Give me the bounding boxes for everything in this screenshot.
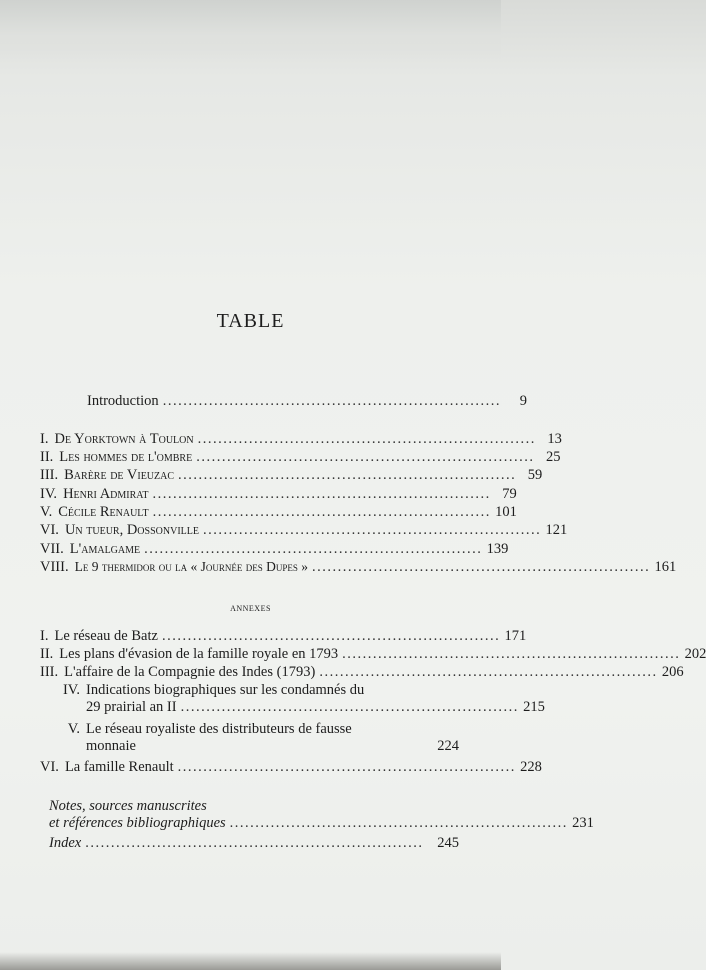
toc-entry-index (49, 834, 459, 852)
toc-label: Introduction (87, 393, 159, 409)
toc-page-number: 171 (504, 628, 527, 644)
toc-page-number: 101 (495, 504, 517, 520)
toc-number: III. (40, 664, 59, 680)
leader-dots: .................................................................. (229, 815, 568, 831)
toc-entry-chapter (40, 485, 517, 503)
toc-page-number: 161 (654, 559, 677, 575)
toc-page-number: 245 (437, 835, 459, 851)
toc-label: Les plans d'évasion de la famille royale en 1793 (59, 646, 339, 662)
toc-label-line2: monnaie (86, 738, 136, 754)
toc-number: II. (40, 646, 54, 662)
toc-page-number: 59 (527, 467, 543, 483)
toc-page-number: 231 (572, 815, 594, 831)
leader-dots: .................................................................. (161, 628, 501, 644)
toc-number: IV. (62, 682, 80, 698)
toc-number: V. (67, 721, 80, 737)
toc-entry-annex (40, 758, 542, 776)
annexes-heading: annexes (230, 600, 271, 614)
toc-page-number: 9 (519, 393, 527, 409)
toc-page-number: 25 (545, 449, 561, 465)
toc-entry-introduction (87, 392, 527, 410)
leader-dots: .................................................................. (196, 449, 535, 465)
page-bottom-shadow (0, 952, 501, 970)
toc-number: III. (40, 467, 59, 483)
toc-page-number: 79 (502, 486, 517, 502)
toc-label: La famille Renault (64, 759, 174, 775)
toc-entry-annex (40, 645, 706, 663)
toc-label-line2: 29 prairial an II (86, 699, 177, 715)
leader-dots: .................................................................. (144, 541, 483, 557)
toc-number: VII. (40, 541, 64, 557)
leader-dots: .................................................................. (178, 467, 517, 483)
toc-number: IV. (40, 486, 58, 502)
toc-entry-chapter (40, 466, 543, 484)
toc-page-number: 215 (523, 699, 545, 715)
toc-label: Barère de Vieuzac (64, 467, 175, 483)
leader-dots: .................................................................. (85, 835, 424, 851)
toc-entry-chapter (40, 430, 562, 448)
toc-label: Henri Admirat (63, 486, 149, 502)
toc-number: I. (40, 431, 49, 447)
toc-number: V. (40, 504, 53, 520)
leader-dots: .................................................................. (162, 393, 501, 409)
leader-dots: .................................................................. (152, 504, 491, 520)
toc-label: L'affaire de la Compagnie des Indes (1793) (64, 664, 316, 680)
toc-page-number: 224 (437, 738, 459, 754)
toc-entry-chapter (40, 448, 561, 466)
toc-label: De Yorktown à Toulon (54, 431, 194, 447)
leader-dots: .................................................................. (197, 431, 536, 447)
leader-dots: .................................................................. (319, 664, 658, 680)
toc-label: Index (49, 835, 82, 851)
toc-page-number: 139 (486, 541, 509, 557)
toc-label-line2: et références bibliographiques (49, 815, 226, 831)
toc-label: Le 9 thermidor ou la « Journée des Dupes » (74, 559, 308, 574)
toc-page-number: 202 (684, 646, 706, 662)
toc-entry-annex (40, 627, 527, 645)
leader-dots: .................................................................. (202, 522, 542, 538)
toc-page-number: 121 (545, 522, 568, 538)
page-title: TABLE (216, 310, 285, 332)
toc-entry-chapter (40, 503, 517, 521)
toc-label-line1: Indications biographiques sur les condamnés du (86, 682, 365, 698)
toc-label: Cécile Renault (58, 504, 149, 520)
toc-entry-annex (40, 663, 684, 681)
toc-page-number: 13 (547, 431, 562, 447)
toc-entry-annex-v (40, 721, 459, 755)
toc-label-line1: Notes, sources manuscrites (49, 798, 207, 814)
toc-number: I. (40, 628, 49, 644)
leader-dots: .................................................................. (311, 559, 651, 575)
toc-page-number: 206 (661, 664, 684, 680)
toc-entry-chapter (40, 521, 568, 539)
toc-label: Un tueur, Dossonville (64, 522, 199, 538)
toc-page-number: 228 (520, 759, 542, 775)
toc-entry-chapter (40, 540, 509, 558)
toc-entry-notes (49, 798, 594, 832)
toc-label: L'amalgame (69, 541, 141, 557)
leader-dots: .................................................................. (180, 699, 519, 715)
leader-dots: .................................................................. (152, 486, 491, 502)
toc-number: VI. (40, 759, 59, 775)
toc-label-line1: Le réseau royaliste des distributeurs de fausse (86, 721, 352, 737)
toc-label: Les hommes de l'ombre (59, 449, 193, 465)
toc-entry-annex-iv (40, 682, 545, 716)
toc-label: Le réseau de Batz (54, 628, 158, 644)
leader-dots: .................................................................. (177, 759, 516, 775)
toc-number: VI. (40, 522, 59, 538)
leader-dots: .................................................................. (342, 646, 681, 662)
toc-number: II. (40, 449, 54, 465)
toc-entry-chapter (40, 558, 677, 576)
toc-number: VIII. (40, 559, 69, 575)
